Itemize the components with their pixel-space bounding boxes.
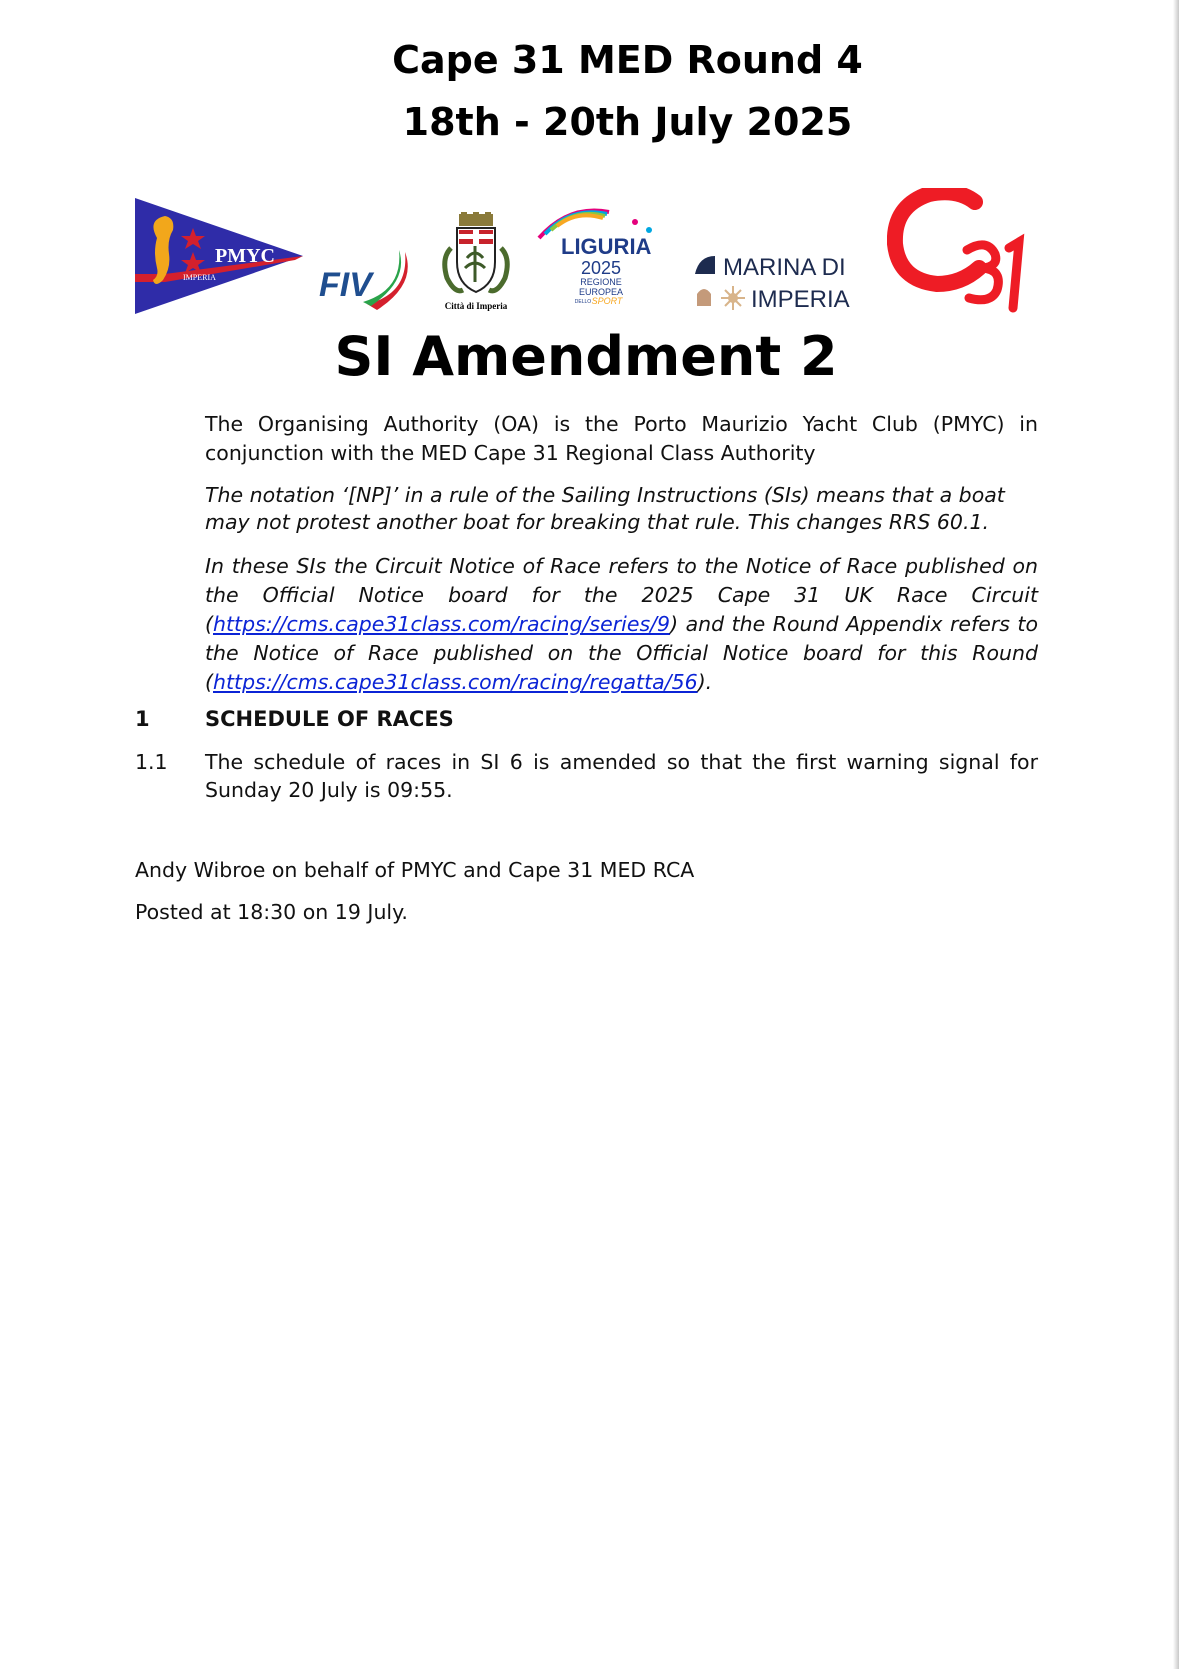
notation-paragraph: The notation ‘[NP]’ in a rule of the Sailing Instructions (SIs) means that a boat may not protest another boat for breaking that rule. This changes RRS 60.1. [205, 483, 1005, 534]
page-edge [1173, 0, 1179, 1669]
marina-di-imperia-logo [693, 254, 873, 314]
clause-number: 1.1 [135, 750, 168, 774]
c31-logo [887, 188, 1035, 316]
marina-logo-line1: MARINA DI [723, 254, 846, 281]
intro-paragraph: The Organising Authority (OA) is the Porto Maurizio Yacht Club (PMYC) in conjunction with the MED Cape 31 Regional Class Authority [205, 412, 1038, 465]
imperia-crest-text: Città di Imperia [444, 301, 508, 311]
posted-line: Posted at 18:30 on 19 July. [135, 900, 408, 924]
clause-1-1 [135, 748, 1038, 804]
event-dates: 18th - 20th July 2025 [402, 100, 853, 144]
circuit-text-part3: ). [697, 670, 713, 694]
signature-line: Andy Wibroe on behalf of PMYC and Cape 31 MED RCA [135, 858, 695, 882]
circuit-text-part2: ) and the Round Appendix refers to the Notice of Race published on the Official Notice board for this Round ( [205, 612, 1038, 694]
regatta-link[interactable]: https://cms.cape31class.com/racing/regatta/56 [213, 670, 698, 694]
sponsor-logos [135, 188, 1035, 318]
pmyc-logo-subtext: IMPERIA [183, 273, 216, 282]
section-title: SCHEDULE OF RACES [205, 707, 454, 731]
event-title: Cape 31 MED Round 4 [392, 38, 863, 82]
clause-text: The schedule of races in SI 6 is amended so that the first warning signal for Sunday 20 July is 09:55. [205, 750, 1038, 802]
liguria-logo-line3: REGIONE [580, 277, 622, 287]
imperia-crest [437, 212, 515, 314]
fiv-logo-text: FIV [319, 266, 372, 304]
series-link[interactable]: https://cms.cape31class.com/racing/series/9 [213, 612, 671, 636]
document-title: SI Amendment 2 [334, 325, 838, 388]
pmyc-logo [135, 198, 305, 314]
c31-logo-text: C31 [961, 312, 963, 313]
circuit-paragraph [205, 552, 1038, 697]
liguria-logo-line5: DELLO [574, 299, 592, 305]
liguria-logo-year: 2025 [580, 258, 622, 278]
section-heading [135, 707, 454, 731]
liguria-logo-line6: SPORT [591, 296, 623, 306]
circuit-text-part1: In these SIs the Circuit Notice of Race refers to the Notice of Race published on the Official Notice board for the 2025 Cape 31 UK Race Circuit ( [205, 554, 1038, 636]
liguria-logo-line4: EUROPEA [578, 287, 624, 297]
marina-logo-line2: IMPERIA [751, 286, 850, 313]
pmyc-logo-text: PMYC [215, 245, 275, 267]
fiv-logo [317, 244, 422, 314]
liguria-logo [531, 200, 669, 308]
liguria-logo-text: LIGURIA [561, 234, 652, 259]
section-number: 1 [135, 707, 150, 731]
